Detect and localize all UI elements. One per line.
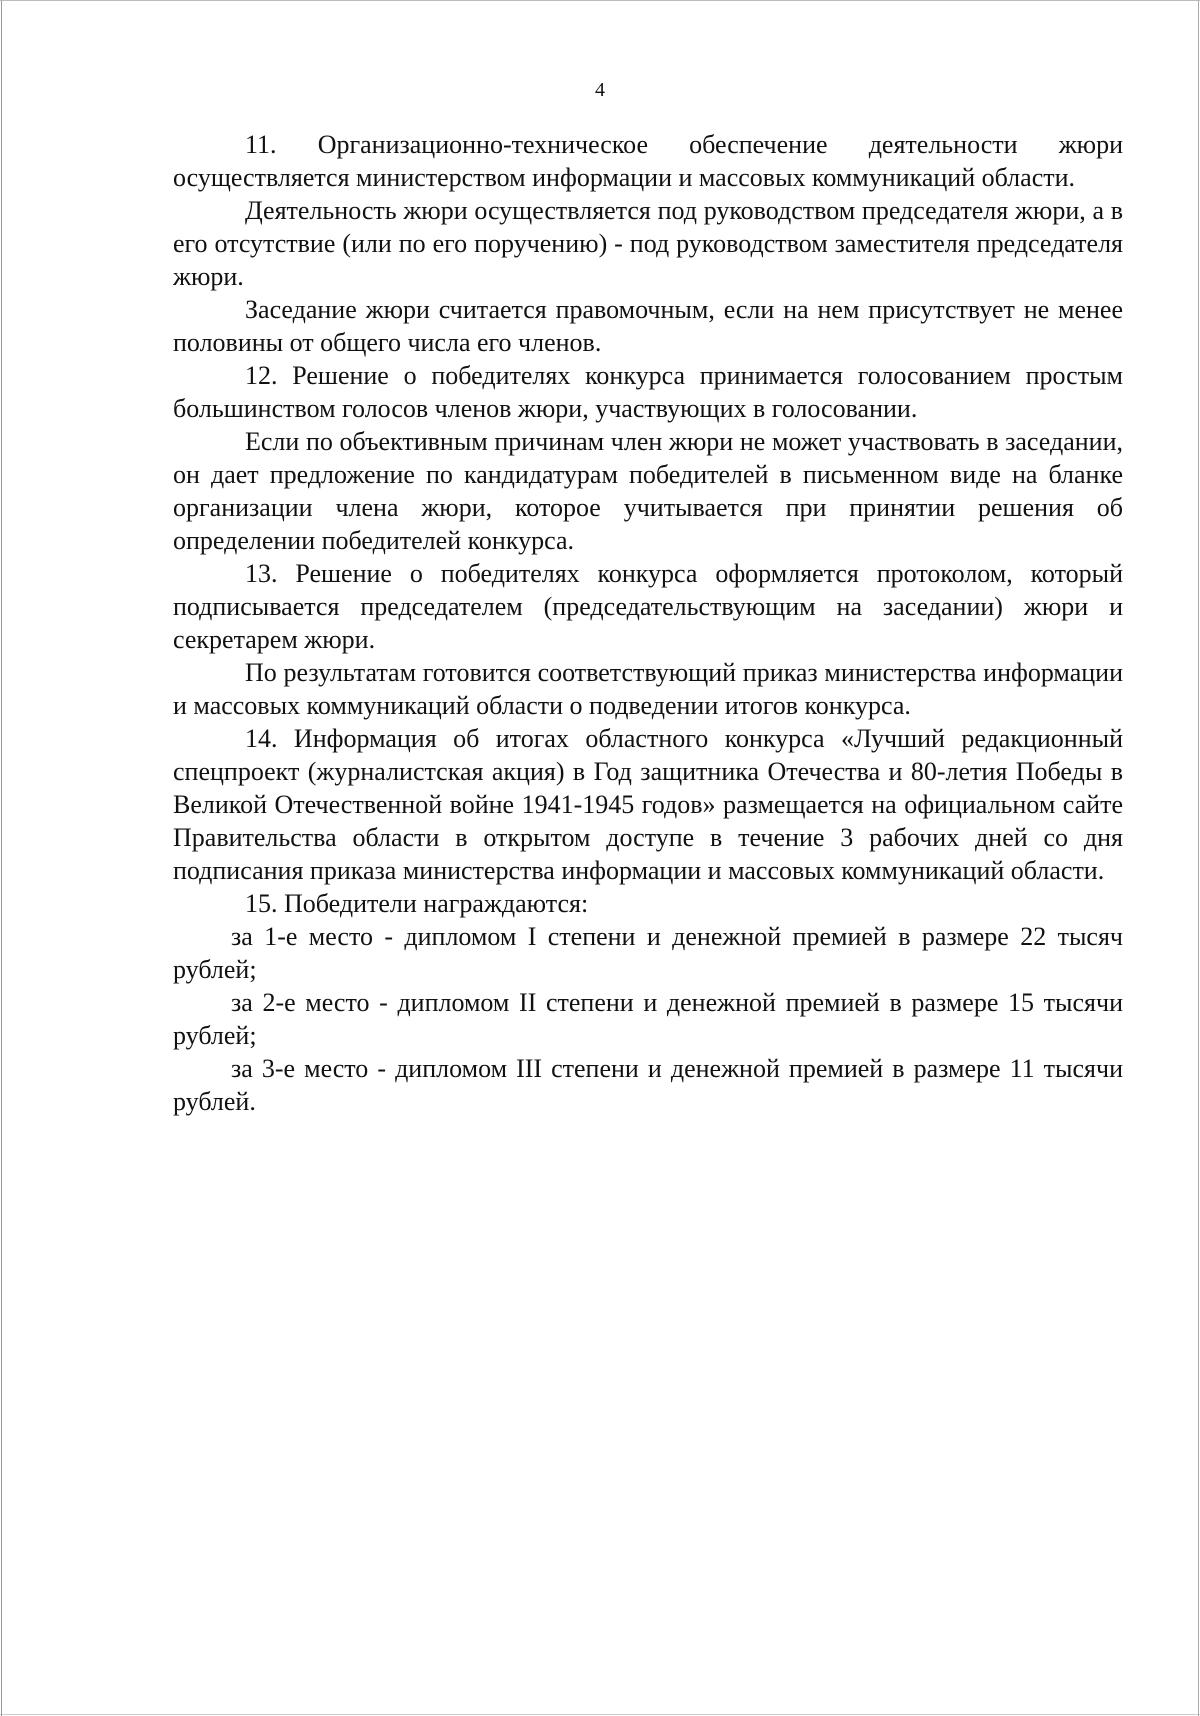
award-third-place: за 3-е место - дипломом III степени и денежной премией в размере 11 тысячи рублей. [173,1054,1123,1116]
paragraph-13: 13. Решение о победителях конкурса оформляется протоколом, который подписывается председателем (председательствующим на заседании) жюри и секретарем жюри. [173,559,1123,654]
paragraph-15: 15. Победители награждаются: [245,889,589,918]
page-number: 4 [595,79,605,101]
paragraph-absent-member: Если по объективным причинам член жюри не может участвовать в заседании, он дает предложение по кандидатурам победителей в письменном виде на бланке организации члена жюри, которое учитывается при принятии решения об определении победителей конкурса. [173,427,1123,555]
scan-edge-left [1,1,2,1716]
scan-edge-right [1198,1,1199,1716]
paragraph-quorum: Заседание жюри считается правомочным, если на нем присутствует не менее половины от общего числа его членов. [173,295,1123,357]
award-first-place: за 1-е место - дипломом I степени и денежной премией в размере 22 тысяч рублей; [173,922,1123,984]
paragraph-order: По результатам готовится соответствующий приказ министерства информации и массовых коммуникаций области о подведении итогов конкурса. [173,658,1123,720]
paragraph-14: 14. Информация об итогах областного конкурса «Лучший редакционный спецпроект (журналистская акция) в Год защитника Отечества и 80-летия Победы в Великой Отечественной войне 1941-1945 годов» размещается на официальном сайте Правительства области в открытом доступе в течение 3 рабочих дней со дня подписания приказа министерства информации и массовых коммуникаций области. [173,724,1123,885]
paragraph-11: 11. Организационно-техническое обеспечение деятельности жюри осуществляется министерством информации и массовых коммуникаций области. [173,130,1123,192]
paragraph-jury-leadership: Деятельность жюри осуществляется под руководством председателя жюри, а в его отсутствие (или по его поручению) - под руководством заместителя председателя жюри. [173,196,1123,291]
document-body [173,128,1123,1118]
award-second-place: за 2-е место - дипломом II степени и денежной премией в размере 15 тысячи рублей; [173,988,1123,1050]
paragraph-12: 12. Решение о победителях конкурса принимается голосованием простым большинством голосов членов жюри, участвующих в голосовании. [173,361,1123,423]
